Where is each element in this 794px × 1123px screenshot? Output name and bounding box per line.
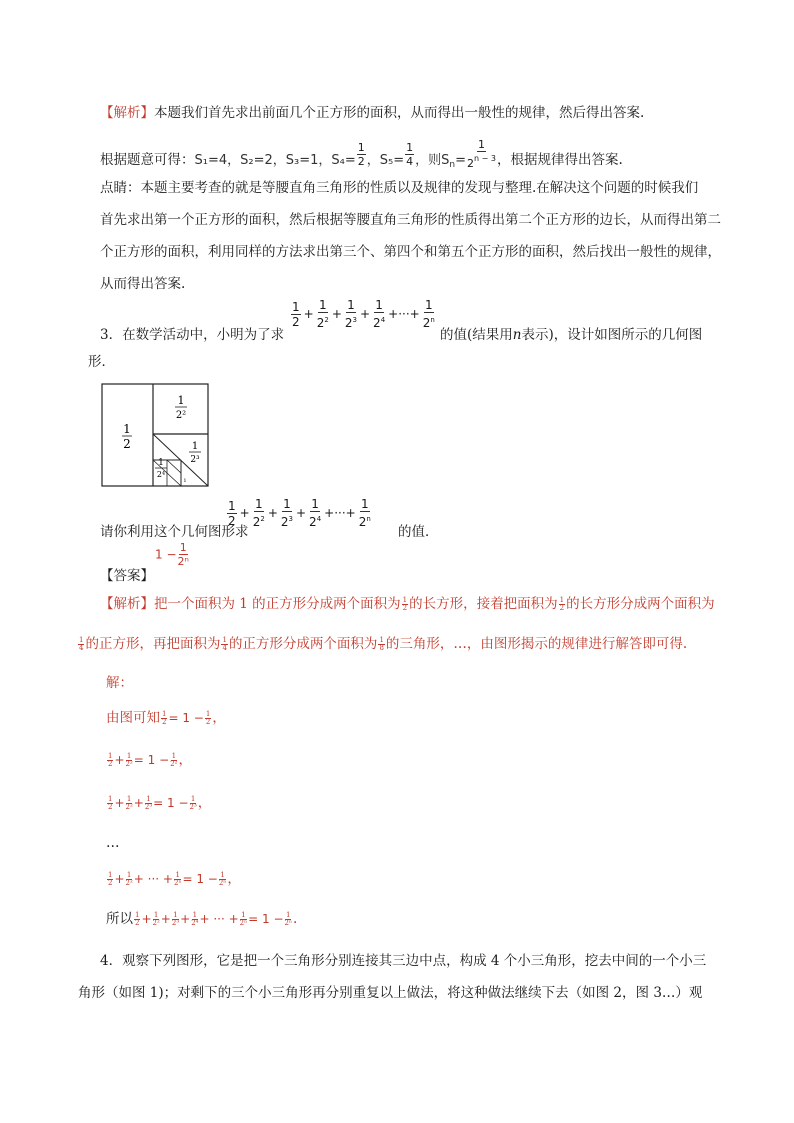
q3-ask-end: 的值． <box>398 524 439 540</box>
label-sixteenth-den: 2⁴ <box>156 470 166 479</box>
solution-line-4: $\frac{1}{2}$ + $\frac{1}{\text{2²}}$ + ··· + $\frac{1}{\text{2ⁿ}}$ = 1 − $\frac{1}{\text{2ⁿ}}$ ， <box>108 871 241 887</box>
q3-line-1: 3．在数学活动中，小明为了求 <box>100 327 285 343</box>
label-sixteenth-num: 1 <box>158 458 164 468</box>
solution-line-5: 所以 $\frac{1}{2}$ + $\frac{1}{\text{2²}}$ + $\frac{1}{\text{2³}}$ + $\frac{1}{\text{2⁴}}$ + ··· + $\frac{1}{\text{2ⁿ}}$ = 1 − $\frac{1}{\text{2ⁿ}}$ . <box>106 911 298 927</box>
analysis-1 <box>100 103 644 123</box>
q4-line-1: 4．观察下列图形，它是把一个三角形分别连接其三边中点，构成 4 个小三角形，挖去中间的一个小三 <box>100 953 707 969</box>
s4-fraction: $\frac{1}{2}$ <box>357 140 365 168</box>
q3-series: $\frac{1}{2}$ + $\frac{1}{2^2}$ + $\frac{1}{2^3}$ + $\frac{1}{2^4}$ +···+ $\frac{1}{2^n}$ <box>292 298 435 330</box>
comment-line-4: 从而得出答案. <box>100 276 186 292</box>
q3-ask: 请你利用这个几何图形求 <box>100 524 249 540</box>
label-eighth-den: 2³ <box>190 455 200 465</box>
sn-fraction: $\frac{1}{2^{n - 3}}$ <box>467 138 496 170</box>
solution-line-1: 由图可知 $\frac{1}{2}$ = 1 − $\frac{1}{2}$ ， <box>106 710 226 726</box>
label-tiny: 1 <box>183 478 187 484</box>
s1-value: S₁=4， <box>194 153 241 168</box>
q3-line-2: 形． <box>88 354 115 370</box>
s5-label: ，S₅= <box>366 153 405 168</box>
analysis-tag: 【解析】 <box>100 105 154 121</box>
analysis-2-line-2: $\frac{1}{4}$ 的正方形，再把面积为 $\frac{1}{4}$ 的正方形分成两个面积为 $\frac{1}{8}$ 的三角形，…，由图形揭示的规律进行解答即可得. <box>79 636 688 652</box>
analysis-2-line-1: 【解析】把一个面积为 1 的正方形分成两个面积为 $\frac{1}{2}$ 的长方形，接着把面积为 $\frac{1}{2}$ 的长方形分成两个面积为 <box>100 596 715 612</box>
analysis-1-text: 本题我们首先求出前面几个正方形的面积，从而得出一般性的规律，然后得出答案. <box>154 105 645 121</box>
given-suffix: ，根据规律得出答案. <box>496 152 623 168</box>
label-eighth-num: 1 <box>191 441 199 452</box>
q3-line-1b: 的值(结果用n表示)，设计如图所示的几何图 <box>440 327 703 343</box>
given-line: 根据题意可得：S₁=4，S₂=2，S₃=1，S₄= $\frac{1}{2}$ ，S₅= $\frac{1}{4}$ ，则$S_n=$ $\frac{1}{2^{n - 3}}$ ，根据规律得出答案. <box>100 138 623 170</box>
q4-line-2: 角形（如图 1)；对剩下的三个小三角形再分别重复以上做法，将这种做法继续下去（如图 2，图 3…）观 <box>78 985 703 1001</box>
given-prefix: 根据题意可得： <box>100 152 195 168</box>
solution-dots: … <box>106 835 120 851</box>
ask-series: $\frac{1}{2}$ + $\frac{1}{2^2}$ + $\frac{1}{2^3}$ + $\frac{1}{2^4}$ +···+ $\frac{1}{2^n}$ <box>228 497 371 529</box>
s2-value: S₂=2， <box>240 153 286 168</box>
label-half-num: 1 <box>123 422 131 436</box>
solution-jie: 解： <box>106 675 133 691</box>
label-half-den: 2 <box>123 437 131 451</box>
answer-expression: 1 − $\frac{1}{\text{2ⁿ}}$ <box>155 541 189 568</box>
label-quarter-num: 1 <box>177 394 185 407</box>
s4-label: S₄= <box>331 153 356 168</box>
solution-line-2: $\frac{1}{2}$ + $\frac{1}{\text{2²}}$ = 1 − $\frac{1}{\text{2²}}$ ， <box>108 752 192 768</box>
comment-line-2: 首先求出第一个正方形的面积，然后根据等腰直角三角形的性质得出第二个正方形的边长，从而得出第二 <box>100 212 721 228</box>
geometric-figure <box>101 383 209 488</box>
q3-number: 3． <box>100 327 123 343</box>
comment-line-3: 个正方形的面积，利用同样的方法求出第三个、第四个和第五个正方形的面积，然后找出一般性的规律， <box>100 244 721 260</box>
comment-line-1: 点睛：本题主要考查的就是等腰直角三角形的性质以及规律的发现与整理.在解决这个问题的时候我们 <box>100 180 699 196</box>
sn-label: ，则S <box>415 153 450 168</box>
label-quarter-den: 2² <box>175 410 187 421</box>
s5-fraction: $\frac{1}{4}$ <box>406 140 414 168</box>
s3-value: S₃=1， <box>285 153 332 168</box>
answer-tag: 【答案】 <box>100 568 154 584</box>
solution-line-3: $\frac{1}{2}$ + $\frac{1}{\text{2²}}$ + $\frac{1}{\text{2³}}$ = 1 − $\frac{1}{\text{2³}}$ ， <box>108 795 212 811</box>
